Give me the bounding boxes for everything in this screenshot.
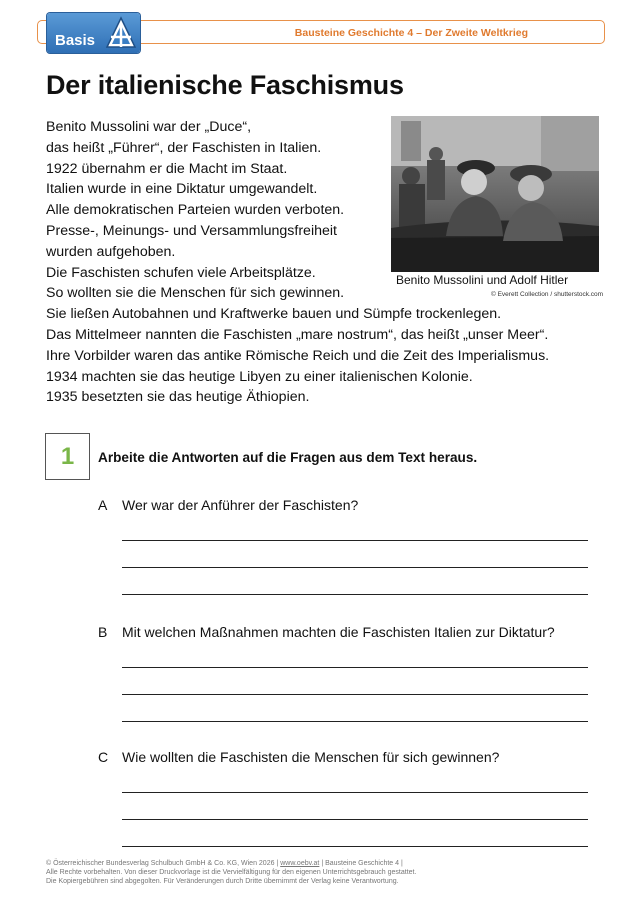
question-text: Wer war der Anführer der Faschisten?	[122, 497, 359, 513]
photo-credit: © Everett Collection / shutterstock.com	[491, 291, 604, 298]
footer	[46, 859, 606, 886]
badge-label: Basis	[55, 32, 96, 49]
body-line: wurden aufgehoben.	[46, 243, 176, 260]
body-line: Benito Mussolini war der „Duce“,	[46, 119, 252, 135]
footer-line-1	[46, 859, 606, 868]
body-line: Italien wurde in eine Diktatur umgewandelt.	[46, 181, 318, 198]
question-letter: B	[98, 624, 108, 640]
footer-line-3: Die Kopiergebühren sind abgegolten. Für Veränderungen durch Dritte übernimmt der Verlag keine Verantwortung.	[46, 878, 399, 885]
question-text: Mit welchen Maßnahmen machten die Faschisten Italien zur Diktatur?	[122, 624, 555, 640]
answer-line[interactable]	[122, 846, 588, 847]
page-title: Der italienische Faschismus	[46, 70, 404, 100]
answer-line[interactable]	[122, 819, 588, 820]
task-number-box	[45, 433, 90, 480]
body-line: 1935 besetzten sie das heutige Äthiopien.	[46, 389, 310, 406]
body-line: Sie ließen Autobahnen und Kraftwerke bauen und Sümpfe trockenlegen.	[46, 306, 502, 323]
body-line: Das Mittelmeer nannten die Faschisten „mare nostrum“, das heißt „unser Meer“.	[46, 327, 549, 343]
question-letter: A	[98, 497, 108, 513]
answer-line[interactable]	[122, 721, 588, 722]
photo-caption: Benito Mussolini und Adolf Hitler	[396, 273, 569, 287]
answer-line[interactable]	[122, 540, 588, 541]
answer-line[interactable]	[122, 694, 588, 695]
body-line: Presse-, Meinungs- und Versammlungsfreiheit	[46, 223, 337, 239]
publisher-link[interactable]: www.oebv.at	[280, 860, 320, 867]
footer-copyright: © Österreichischer Bundesverlag Schulbuch GmbH & Co. KG, Wien 2026 |	[46, 860, 281, 867]
question-letter: C	[98, 749, 109, 765]
body-line: 1934 machten sie das heutige Libyen zu einer italienischen Kolonie.	[46, 368, 473, 385]
body-line: So wollten sie die Menschen für sich gewinnen.	[46, 285, 345, 302]
body-line: Die Faschisten schufen viele Arbeitsplätze.	[46, 264, 316, 281]
body-line: Alle demokratischen Parteien wurden verboten.	[46, 202, 345, 219]
body-line: Ihre Vorbilder waren das antike Römische Reich und die Zeit des Imperialismus.	[46, 347, 550, 364]
question-text: Wie wollten die Faschisten die Menschen für sich gewinnen?	[122, 749, 500, 765]
historical-photo	[391, 116, 599, 272]
task-number: 1	[60, 443, 75, 470]
basis-badge	[47, 13, 140, 53]
header-title: Bausteine Geschichte 4 – Der Zweite Weltkrieg	[294, 27, 528, 39]
answer-line[interactable]	[122, 567, 588, 568]
footer-series: | Bausteine Geschichte 4 |	[319, 860, 403, 867]
body-line: 1922 übernahm er die Macht im Staat.	[46, 160, 288, 177]
answer-line[interactable]	[122, 792, 588, 793]
photo-illustration	[391, 116, 599, 272]
task-instruction: Arbeite die Antworten auf die Fragen aus dem Text heraus.	[98, 450, 478, 465]
answer-line[interactable]	[122, 594, 588, 595]
footer-line-2: Alle Rechte vorbehalten. Von dieser Druckvorlage ist die Vervielfältigung für den eigenen Unterrichtsgebrauch gestattet.	[46, 869, 417, 876]
body-line: das heißt „Führer“, der Faschisten in Italien.	[46, 139, 322, 156]
triangle-logo-icon	[105, 16, 137, 50]
answer-line[interactable]	[122, 667, 588, 668]
